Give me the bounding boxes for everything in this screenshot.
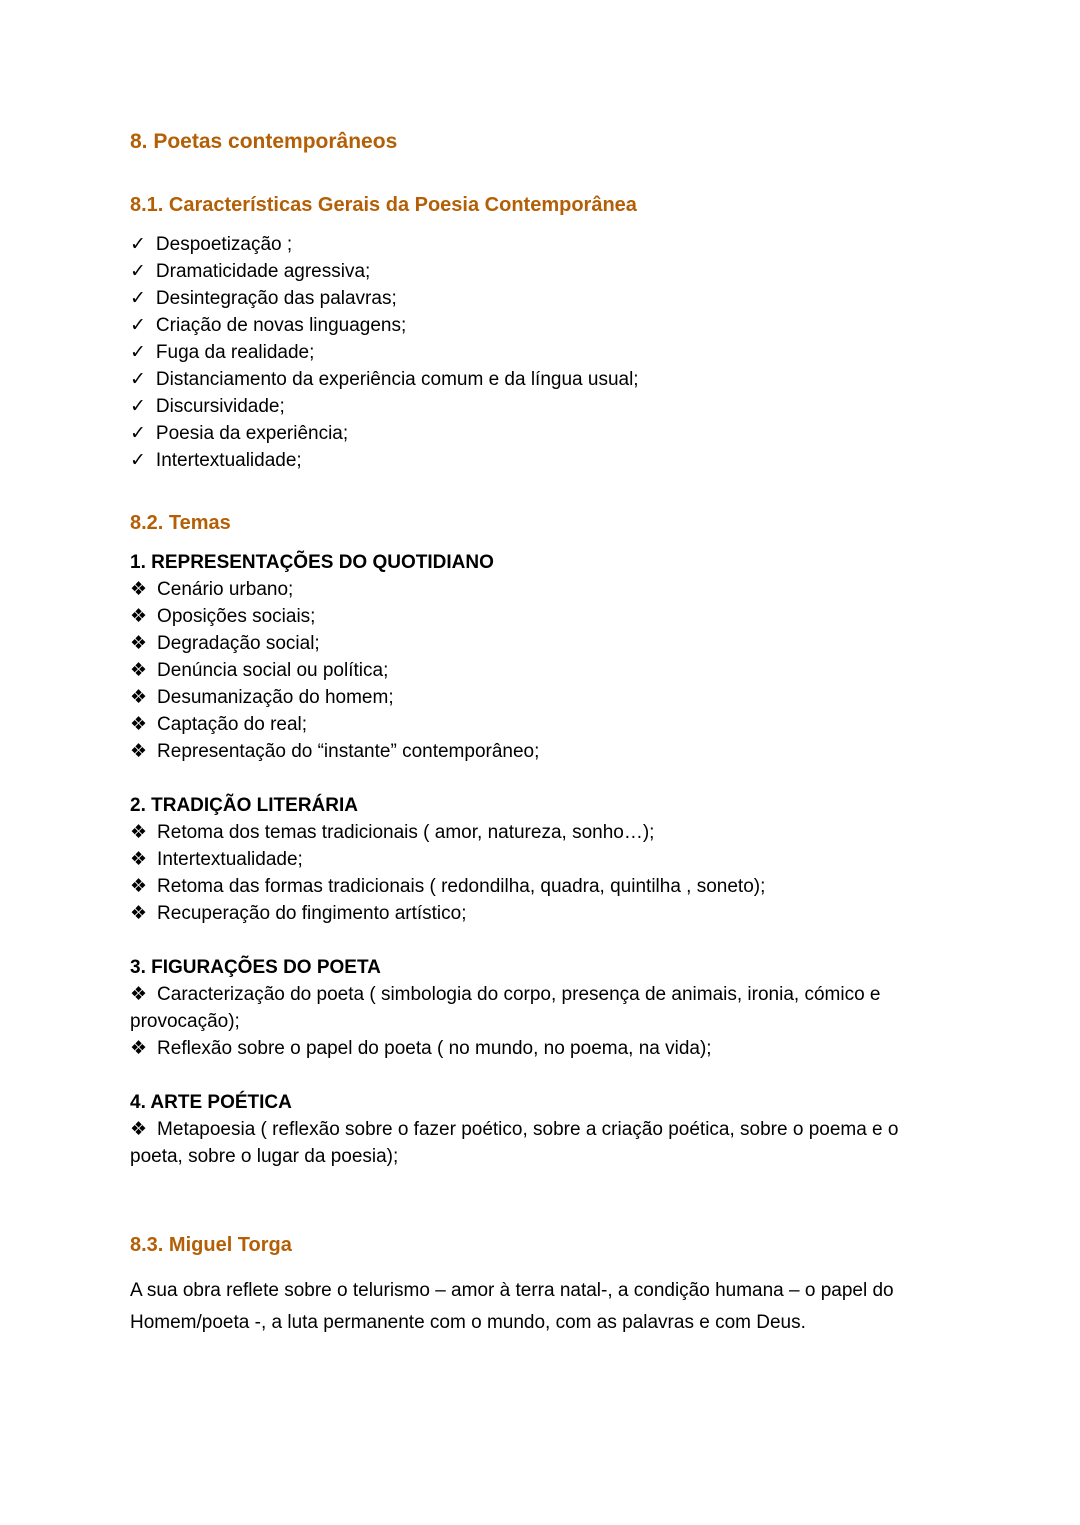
list-item	[130, 738, 948, 765]
check-icon: ✓	[130, 315, 146, 336]
theme-3-heading: 3. FIGURAÇÕES DO POETA	[130, 957, 381, 978]
diamond-icon: ❖	[130, 849, 148, 870]
theme-block-arte-poetica	[130, 1089, 948, 1170]
characteristics-list	[130, 231, 948, 474]
theme-block-figuracoes	[130, 954, 948, 1062]
diamond-icon: ❖	[130, 660, 148, 681]
diamond-icon: ❖	[130, 876, 148, 897]
diamond-icon: ❖	[130, 633, 148, 654]
list-item-text: Dramaticidade agressiva;	[155, 261, 371, 282]
section-8-2-heading: 8.2. Temas	[130, 512, 231, 534]
diamond-icon: ❖	[130, 687, 148, 708]
list-item-text: Degradação social;	[157, 633, 320, 654]
list-item-text: Captação do real;	[157, 714, 308, 735]
check-icon: ✓	[130, 423, 146, 444]
theme-block-tradicao	[130, 792, 948, 927]
list-item-text: Oposições sociais;	[157, 606, 316, 627]
diamond-icon: ❖	[130, 714, 148, 735]
list-item-text: Desumanização do homem;	[157, 687, 394, 708]
list-item-text: Intertextualidade;	[157, 849, 303, 870]
list-item-text: Retoma dos temas tradicionais ( amor, natureza, sonho…);	[157, 822, 655, 843]
list-item	[130, 366, 948, 393]
theme-2-heading: 2. TRADIÇÃO LITERÁRIA	[130, 795, 358, 816]
list-item	[130, 285, 948, 312]
list-item	[130, 312, 948, 339]
list-item-text: Recuperação do fingimento artístico;	[157, 903, 467, 924]
diamond-icon: ❖	[130, 1038, 148, 1059]
list-item	[130, 873, 948, 900]
theme-4-heading: 4. ARTE POÉTICA	[130, 1092, 292, 1113]
diamond-icon: ❖	[130, 903, 148, 924]
check-icon: ✓	[130, 288, 146, 309]
list-item	[130, 603, 948, 630]
list-item-text: Intertextualidade;	[155, 450, 302, 471]
list-item	[130, 231, 948, 258]
list-item-text: Caracterização do poeta ( simbologia do corpo, presença de animais, ironia, cómico e provocação);	[130, 984, 881, 1032]
list-item	[130, 420, 948, 447]
list-item	[130, 447, 948, 474]
list-item	[130, 657, 948, 684]
list-item-text: Fuga da realidade;	[155, 342, 315, 363]
list-item-text: Retoma das formas tradicionais ( redondilha, quadra, quintilha , soneto);	[157, 876, 766, 897]
list-item	[130, 846, 948, 873]
list-item	[130, 900, 948, 927]
list-item-text: Metapoesia ( reflexão sobre o fazer poético, sobre a criação poética, sobre o poema e o poeta, sobre o lugar da poesia);	[130, 1119, 899, 1167]
theme-1-heading: 1. REPRESENTAÇÕES DO QUOTIDIANO	[130, 552, 494, 573]
list-item	[130, 576, 948, 603]
list-item	[130, 258, 948, 285]
list-item	[130, 1116, 948, 1170]
diamond-icon: ❖	[130, 984, 148, 1005]
list-item-text: Despoetização ;	[155, 234, 293, 255]
check-icon: ✓	[130, 342, 146, 363]
list-item	[130, 630, 948, 657]
list-item-text: Denúncia social ou política;	[157, 660, 389, 681]
list-item-text: Representação do “instante” contemporâneo;	[157, 741, 540, 762]
list-item	[130, 981, 948, 1035]
list-item	[130, 393, 948, 420]
main-heading: 8. Poetas contemporâneos	[130, 130, 398, 153]
diamond-icon: ❖	[130, 741, 148, 762]
list-item-text: Cenário urbano;	[157, 579, 294, 600]
diamond-icon: ❖	[130, 1119, 148, 1140]
check-icon: ✓	[130, 234, 146, 255]
section-8-3-heading: 8.3. Miguel Torga	[130, 1234, 292, 1256]
diamond-icon: ❖	[130, 579, 148, 600]
check-icon: ✓	[130, 450, 146, 471]
list-item	[130, 339, 948, 366]
list-item-text: Distanciamento da experiência comum e da língua usual;	[155, 369, 639, 390]
list-item	[130, 1035, 948, 1062]
list-item-text: Poesia da experiência;	[155, 423, 349, 444]
diamond-icon: ❖	[130, 606, 148, 627]
theme-block-quotidiano	[130, 549, 948, 765]
list-item-text: Discursividade;	[155, 396, 285, 417]
list-item	[130, 711, 948, 738]
check-icon: ✓	[130, 369, 146, 390]
list-item-text: Criação de novas linguagens;	[155, 315, 407, 336]
list-item-text: Reflexão sobre o papel do poeta ( no mundo, no poema, na vida);	[157, 1038, 712, 1059]
check-icon: ✓	[130, 396, 146, 417]
list-item-text: Desintegração das palavras;	[155, 288, 397, 309]
list-item	[130, 819, 948, 846]
section-8-1-heading: 8.1. Características Gerais da Poesia Contemporânea	[130, 194, 637, 216]
list-item	[130, 684, 948, 711]
check-icon: ✓	[130, 261, 146, 282]
diamond-icon: ❖	[130, 822, 148, 843]
miguel-torga-paragraph: A sua obra reflete sobre o telurismo – amor à terra natal-, a condição humana – o papel do Homem/poeta -, a luta permanente com o mundo, com as palavras e com Deus.	[130, 1280, 894, 1333]
